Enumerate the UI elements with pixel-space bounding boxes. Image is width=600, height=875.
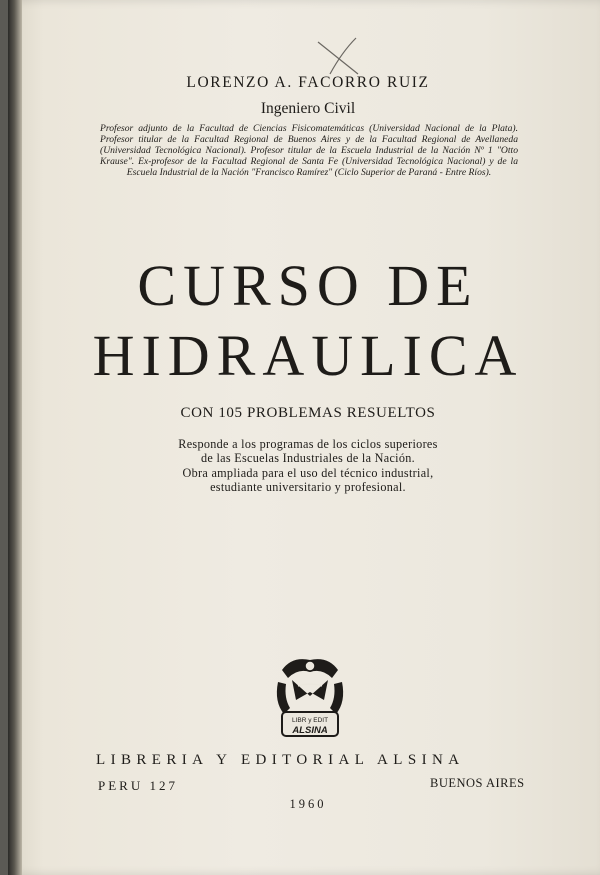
- description-line-4: estudiante universitario y profesional.: [210, 480, 406, 494]
- title-page: [8, 0, 600, 875]
- description-line-1: Responde a los programas de los ciclos superiores: [178, 437, 438, 451]
- description-line-2: de las Escuelas Industriales de la Nación.: [201, 451, 415, 465]
- description-line-3: Obra ampliada para el uso del técnico industrial,: [182, 466, 434, 480]
- logo-text-top: LIBR y EDIT: [291, 717, 329, 724]
- author-profession: Ingeniero Civil: [260, 100, 356, 117]
- publisher-name: LIBRERIA Y EDITORIAL ALSINA: [96, 752, 465, 768]
- publisher-address: PERU 127: [98, 778, 178, 793]
- author-bio: Profesor adjunto de la Facultad de Ciencias Fisicomatemáticas (Universidad Nacional de la Plata). Profesor titular de la Facultad Regional de Buenos Aires y de la Facultad Regional de Avellaneda (Universidad Tecnológica Nacional). Profesor titular de la Escuela Industrial de la Nación Nº 1 "Otto Krause". Ex-profesor de la Facultad Regional de Santa Fe (Universidad Tecnológica Nacional) y de la Escuela Industrial de la Nación "Francisco Ramírez" (Ciclo Superior de Paraná - Entre Ríos).: [100, 123, 518, 178]
- book-title-line-1: CURSO DE: [137, 253, 479, 318]
- author-name: LORENZO A. FACORRO RUIZ: [186, 74, 430, 91]
- book-title-line-2: HIDRAULICA: [92, 323, 524, 388]
- publication-year: 1960: [289, 797, 327, 811]
- pencil-mark-icon: [308, 30, 368, 80]
- publisher-city: BUENOS AIRES: [430, 776, 525, 790]
- book-subtitle: CON 105 PROBLEMAS RESUELTOS: [180, 405, 436, 421]
- logo-text-bottom: ALSINA: [292, 725, 328, 736]
- publisher-emblem-icon: [270, 652, 350, 742]
